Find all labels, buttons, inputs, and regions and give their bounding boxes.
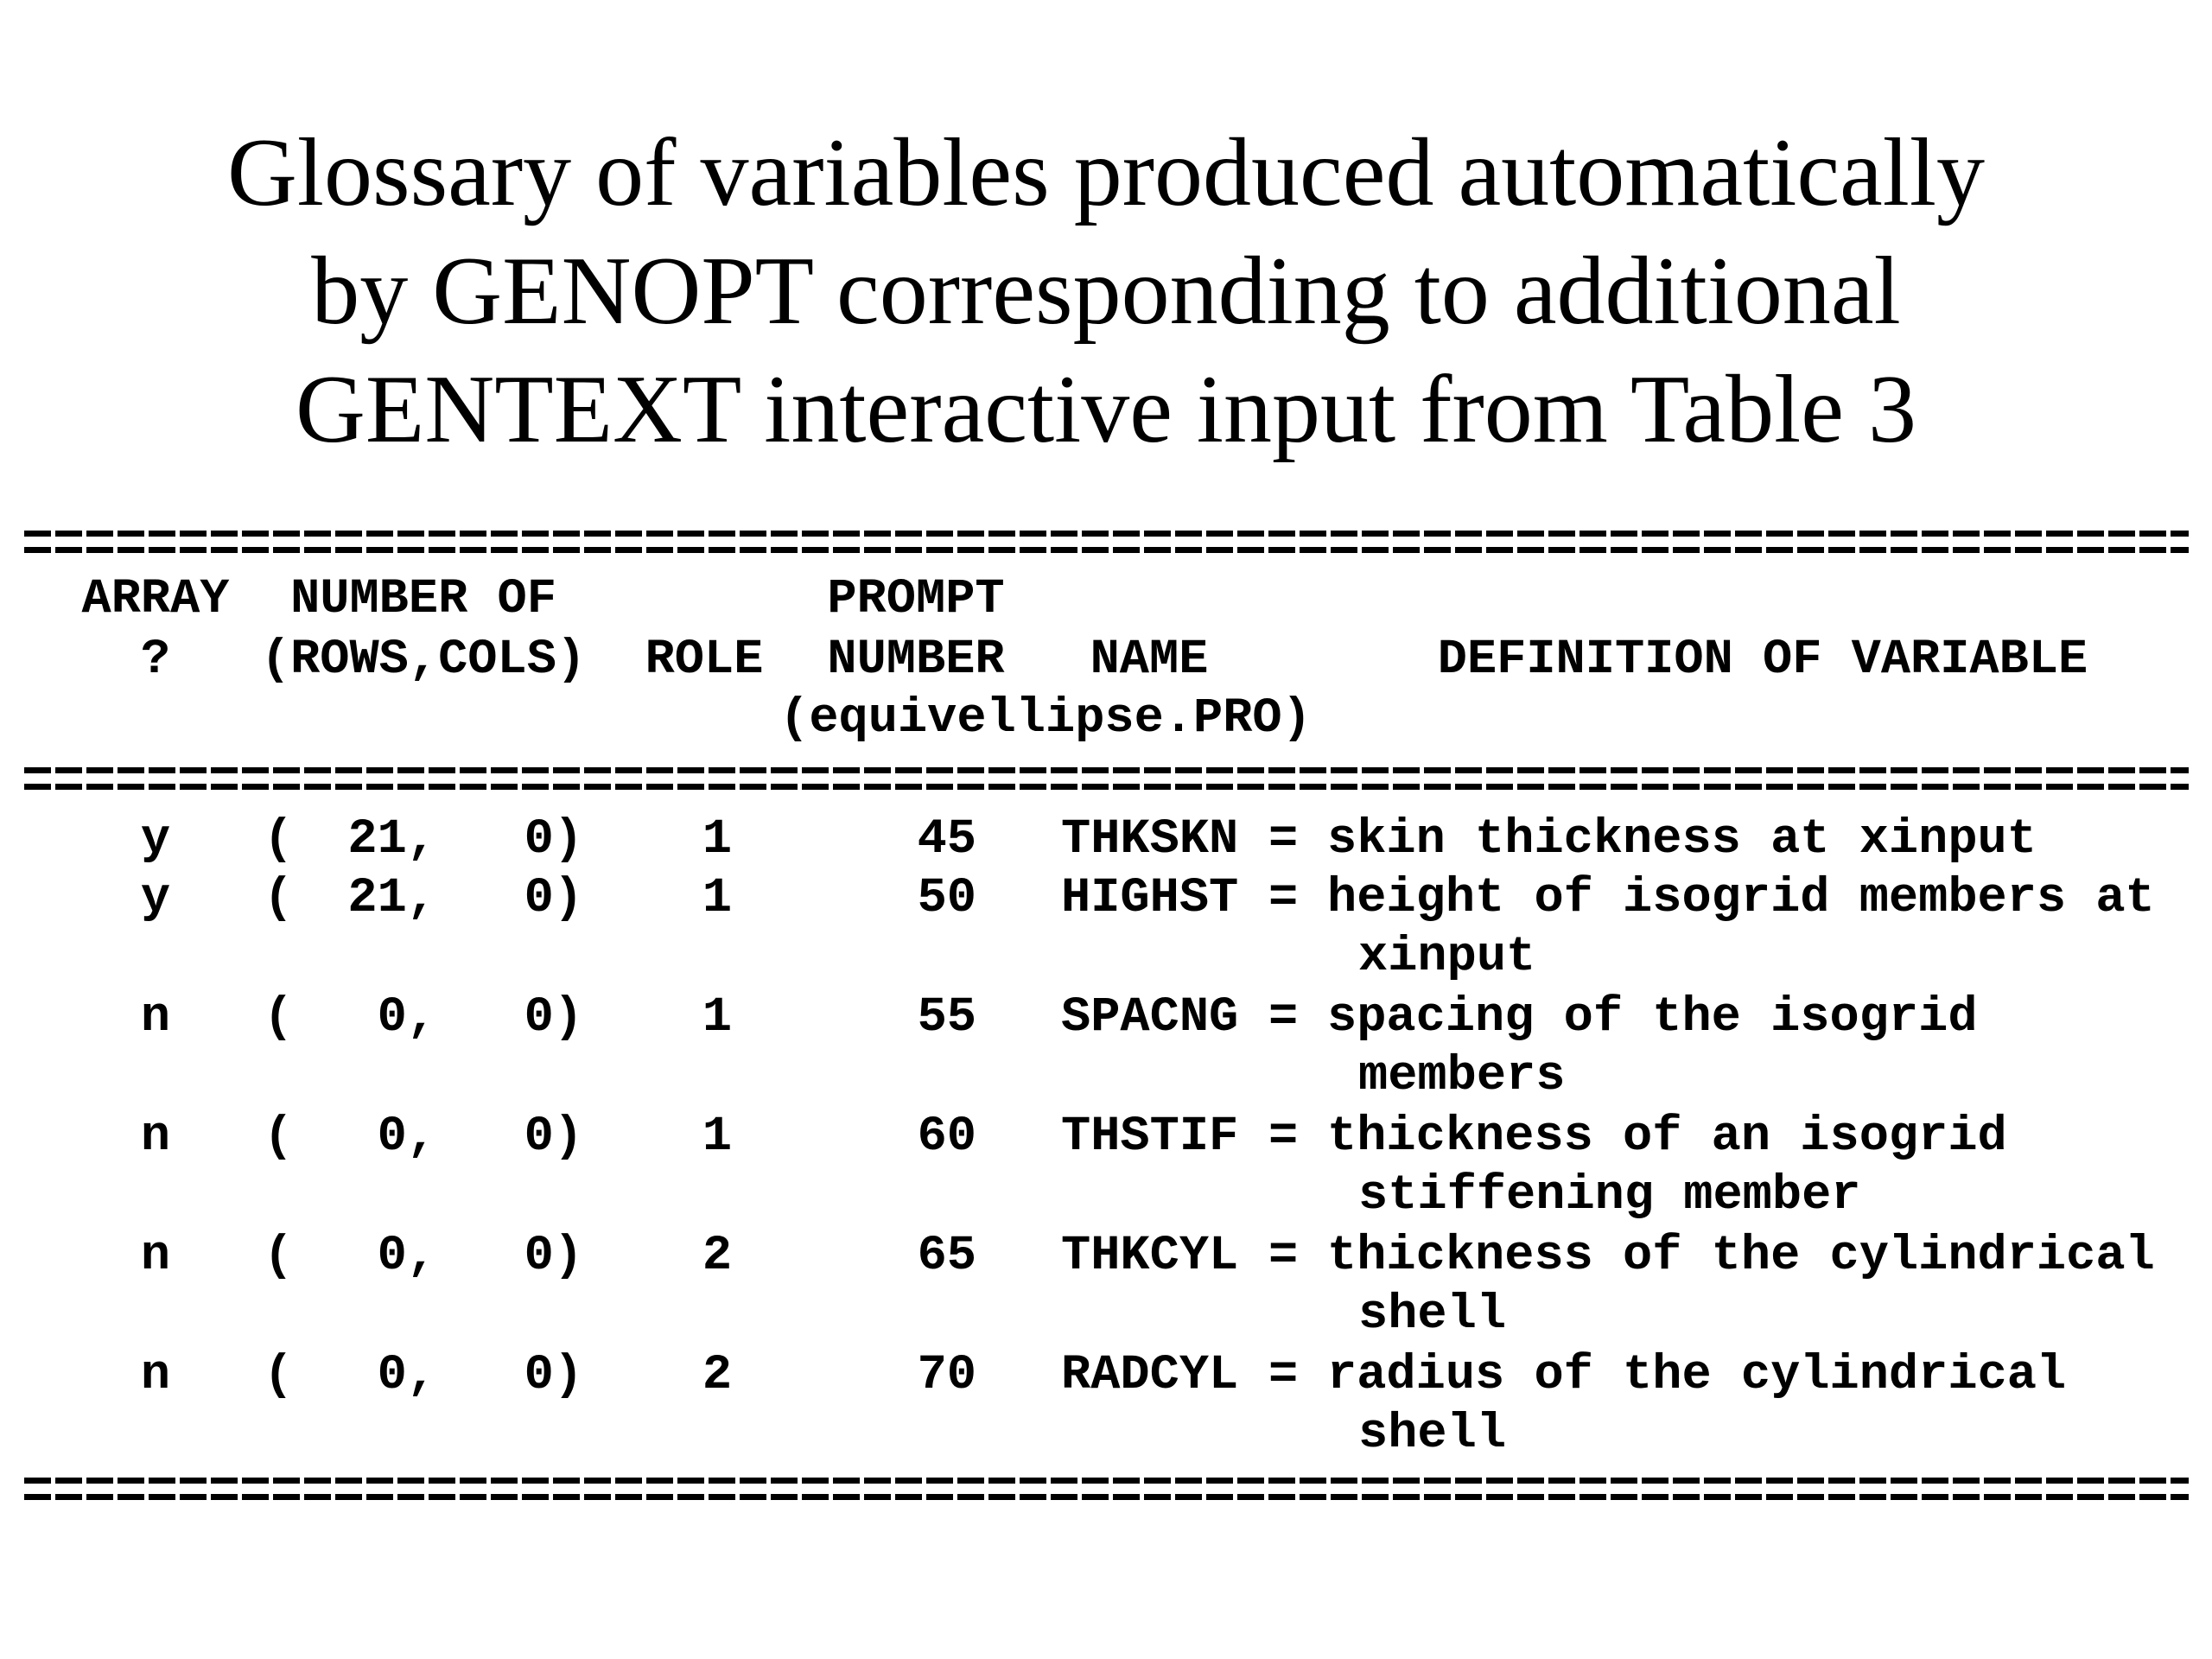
cell-rows-value: 0, bbox=[377, 1348, 436, 1403]
cell-definition: radius of the cylindrical bbox=[1327, 1348, 2067, 1403]
cell-role: 2 bbox=[702, 1229, 733, 1284]
cell-equals: = bbox=[1268, 871, 1299, 926]
cell-definition-continued: xinput bbox=[1358, 930, 1536, 985]
cell-equals: = bbox=[1268, 1109, 1299, 1165]
cell-rows-open: ( bbox=[264, 990, 294, 1046]
header-definition: DEFINITION OF VARIABLE bbox=[1437, 632, 2088, 688]
cell-definition: thickness of the cylindrical bbox=[1327, 1229, 2155, 1284]
header-rows-cols: (ROWS,COLS) bbox=[260, 632, 587, 688]
cell-rows-value: 21, bbox=[347, 871, 436, 926]
cell-rows-open: ( bbox=[264, 1348, 294, 1403]
cell-array: y bbox=[140, 871, 171, 926]
cell-prompt: 60 bbox=[917, 1109, 976, 1165]
cell-definition: height of isogrid members at bbox=[1327, 871, 2155, 926]
table-rule-top bbox=[24, 531, 2189, 553]
cell-array: n bbox=[140, 990, 171, 1046]
cell-name: SPACNG bbox=[1061, 990, 1239, 1046]
slide-title bbox=[0, 114, 2212, 469]
cell-cols-value: 0) bbox=[524, 871, 583, 926]
cell-definition-continued: shell bbox=[1358, 1407, 1507, 1462]
cell-definition: thickness of an isogrid bbox=[1327, 1109, 2007, 1165]
cell-prompt: 70 bbox=[917, 1348, 976, 1403]
cell-cols-value: 0) bbox=[524, 1348, 583, 1403]
cell-rows-open: ( bbox=[264, 812, 294, 868]
cell-prompt: 55 bbox=[917, 990, 976, 1046]
cell-name: HIGHST bbox=[1061, 871, 1239, 926]
cell-role: 1 bbox=[702, 990, 733, 1046]
header-array-question: ? bbox=[140, 632, 171, 688]
title-line: by GENOPT corresponding to additional bbox=[311, 238, 1901, 345]
cell-name: THKCYL bbox=[1061, 1229, 1239, 1284]
cell-name: THSTIF bbox=[1061, 1109, 1239, 1165]
title-line: Glossary of variables produced automatically bbox=[227, 119, 1985, 226]
cell-cols-value: 0) bbox=[524, 990, 583, 1046]
header-role: ROLE bbox=[645, 632, 764, 688]
cell-rows-value: 0, bbox=[377, 990, 436, 1046]
cell-rows-value: 0, bbox=[377, 1229, 436, 1284]
header-prompt-number: NUMBER bbox=[827, 632, 1005, 688]
cell-role: 1 bbox=[702, 871, 733, 926]
title-line: GENTEXT interactive input from Table 3 bbox=[296, 356, 1916, 463]
cell-prompt: 45 bbox=[917, 812, 976, 868]
cell-name: THKSKN bbox=[1061, 812, 1239, 868]
header-array-label: ARRAY bbox=[81, 572, 230, 627]
cell-role: 1 bbox=[702, 1109, 733, 1165]
table-rule-bottom bbox=[24, 1478, 2189, 1500]
cell-rows-open: ( bbox=[264, 1229, 294, 1284]
cell-array: n bbox=[140, 1109, 171, 1165]
cell-cols-value: 0) bbox=[524, 812, 583, 868]
cell-equals: = bbox=[1268, 990, 1299, 1046]
cell-prompt: 50 bbox=[917, 871, 976, 926]
cell-array: y bbox=[140, 812, 171, 868]
cell-array: n bbox=[140, 1348, 171, 1403]
cell-definition-continued: stiffening member bbox=[1358, 1168, 1861, 1224]
cell-rows-open: ( bbox=[264, 871, 294, 926]
cell-role: 1 bbox=[702, 812, 733, 868]
cell-definition: skin thickness at xinput bbox=[1327, 812, 2037, 868]
header-prompt: PROMPT bbox=[827, 572, 1005, 627]
cell-definition: spacing of the isogrid bbox=[1327, 990, 1978, 1046]
cell-cols-value: 0) bbox=[524, 1229, 583, 1284]
table-rule-mid bbox=[24, 767, 2189, 790]
cell-definition-continued: members bbox=[1358, 1049, 1566, 1104]
cell-array: n bbox=[140, 1229, 171, 1284]
cell-role: 2 bbox=[702, 1348, 733, 1403]
cell-equals: = bbox=[1268, 1229, 1299, 1284]
cell-prompt: 65 bbox=[917, 1229, 976, 1284]
cell-equals: = bbox=[1268, 1348, 1299, 1403]
cell-definition-continued: shell bbox=[1358, 1287, 1507, 1343]
cell-rows-value: 0, bbox=[377, 1109, 436, 1165]
cell-rows-open: ( bbox=[264, 1109, 294, 1165]
header-name: NAME bbox=[1090, 632, 1209, 688]
cell-name: RADCYL bbox=[1061, 1348, 1239, 1403]
cell-equals: = bbox=[1268, 812, 1299, 868]
cell-rows-value: 21, bbox=[347, 812, 436, 868]
header-number-of: NUMBER OF bbox=[290, 572, 556, 627]
cell-cols-value: 0) bbox=[524, 1109, 583, 1165]
header-prompt-file: (equivellipse.PRO) bbox=[779, 691, 1312, 747]
